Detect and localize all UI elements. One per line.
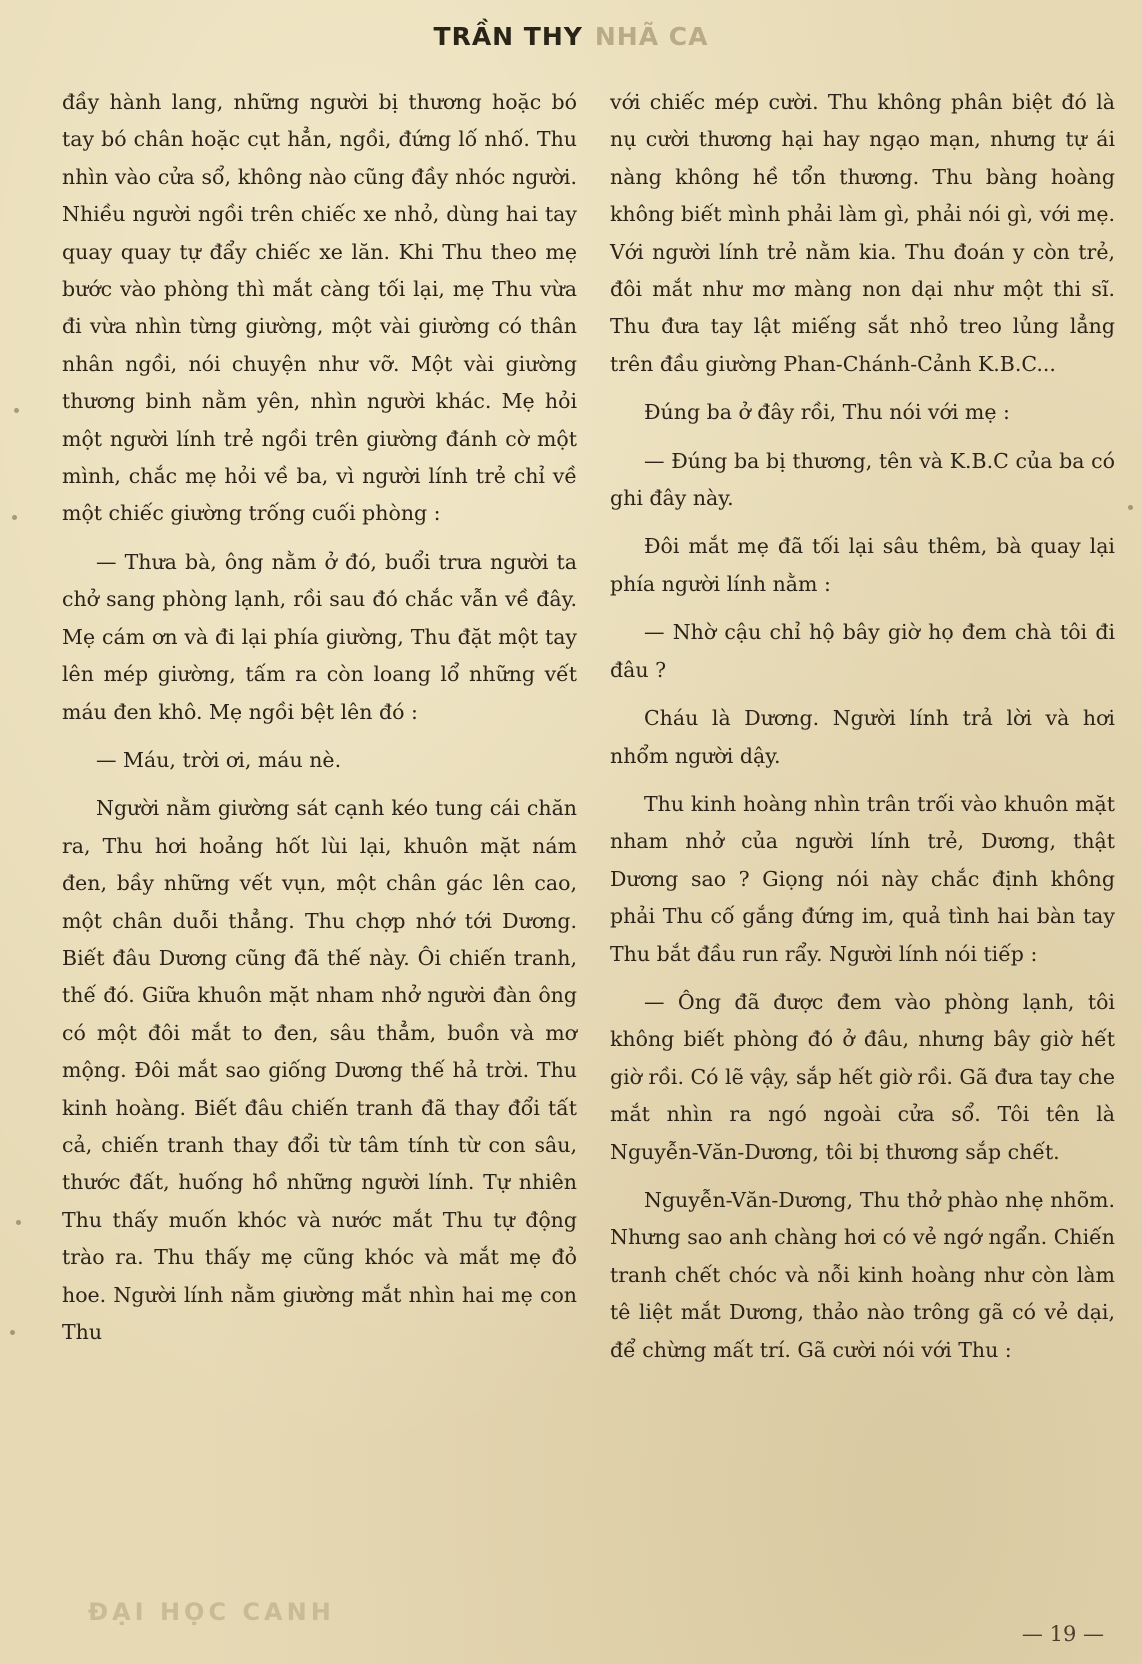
margin-speck bbox=[14, 408, 19, 413]
right-paragraph-6: Cháu là Dương. Người lính trả lời và hơi nhổm người dậy. bbox=[610, 706, 1115, 768]
page-number: — 19 — bbox=[1021, 1622, 1104, 1646]
left-paragraph-1: đầy hành lang, những người bị thương hoặc bó tay bó chân hoặc cụt hẳn, ngồi, đứng lố nhố. Thu nhìn vào cửa sổ, không nào cũng đầy nhóc người. Nhiều người ngồi trên chiếc xe nhỏ, dùng hai tay quay quay tự đẩy chiếc xe lăn. Khi Thu theo mẹ bước vào phòng thì mắt càng tối lại, mẹ Thu vừa đi vừa nhìn từng giường, một vài giường có thân nhân ngồi, nói chuyện như vỡ. Một vài giường thương binh nằm yên, nhìn người khác. Mẹ hỏi một người lính trẻ ngồi trên giường đánh cờ một mình, chắc mẹ hỏi về ba, vì người lính trẻ chỉ về một chiếc giường trống cuối phòng : bbox=[62, 90, 577, 526]
right-paragraph-7: Thu kinh hoàng nhìn trân trối vào khuôn mặt nham nhở của người lính trẻ, Dương, thật Dương sao ? Giọng nói này chắc định không phải Thu cố gắng đứng im, quả tình hai bàn tay Thu bắt đầu run rẩy. Người lính nói tiếp : bbox=[610, 791, 1115, 966]
right-paragraph-1: với chiếc mép cười. Thu không phân biệt đó là nụ cười thương hại hay ngạo mạn, nhưng tự ái nàng không hề tổn thương. Thu bàng hoàng không biết mình phải làm gì, phải nói gì, với mẹ. Với người lính trẻ nằm kia. Thu đoán y còn trẻ, đôi mắt như mơ màng non dại như một thi sĩ. Thu đưa tay lật miếng sắt nhỏ treo lủng lẳng trên đầu giường Phan-Chánh-Cảnh K.B.C... bbox=[610, 90, 1115, 376]
margin-speck bbox=[12, 515, 17, 520]
page-header bbox=[0, 22, 1142, 51]
right-paragraph-2: Đúng ba ở đây rồi, Thu nói với mẹ : bbox=[644, 400, 1010, 425]
left-paragraph-4: Người nằm giường sát cạnh kéo tung cái chăn ra, Thu hơi hoảng hốt lùi lại, khuôn mặt nám đen, bầy những vết vụn, một chân gác lên cao, một chân duỗi thẳng. Thu chợp nhớ tới Dương. Biết đâu Dương cũng đã thế này. Ôi chiến tranh, thế đó. Giữa khuôn mặt nham nhở người đàn ông có một đôi mắt to đen, sâu thẳm, buồn và mơ mộng. Đôi mắt sao giống Dương thế hả trời. Thu kinh hoàng. Biết đâu chiến tranh đã thay đổi tất cả, chiến tranh thay đổi từ tâm tính từ con sâu, thước đất, huống hồ những người lính. Tự nhiên Thu thấy muốn khóc và nước mắt Thu tự động trào ra. Thu thấy mẹ cũng khóc và mắt mẹ đỏ hoe. Người lính nằm giường mắt nhìn hai mẹ con Thu bbox=[62, 796, 577, 1344]
author-name-faded: NHÃ CA bbox=[594, 22, 709, 51]
right-paragraph-9: Nguyễn-Văn-Dương, Thu thở phào nhẹ nhõm. Nhưng sao anh chàng hơi có vẻ ngớ ngẩn. Chiến tranh chết chóc và nỗi kinh hoàng như còn làm tê liệt mắt Dương, thảo nào trông gã có vẻ dại, để chừng mất trí. Gã cười nói với Thu : bbox=[610, 1187, 1115, 1362]
margin-speck bbox=[1128, 505, 1133, 510]
footer-magazine-name: ĐẠI HỌC CANH bbox=[88, 1598, 335, 1626]
right-paragraph-3: — Đúng ba bị thương, tên và K.B.C của ba có ghi đây này. bbox=[610, 448, 1115, 511]
right-paragraph-8: — Ông đã được đem vào phòng lạnh, tôi không biết phòng đó ở đâu, nhưng bây giờ hết giờ rồi. Có lẽ vậy, sắp hết giờ rồi. Gã đưa tay che mắt nhìn ra ngó ngoài cửa sổ. Tôi tên là Nguyễn-Văn-Dương, tôi bị thương sắp chết. bbox=[610, 989, 1115, 1164]
left-column bbox=[62, 84, 577, 1362]
right-paragraph-5: — Nhờ cậu chỉ hộ bây giờ họ đem chà tôi đi đâu ? bbox=[610, 620, 1115, 682]
margin-speck bbox=[16, 1220, 21, 1225]
right-paragraph-4: Đôi mắt mẹ đã tối lại sâu thêm, bà quay lại phía người lính nằm : bbox=[610, 534, 1115, 596]
left-paragraph-2: — Thưa bà, ông nằm ở đó, buổi trưa người ta chở sang phòng lạnh, rồi sau đó chắc vẫn về đây. Mẹ cám ơn và đi lại phía giường, Thu đặt một tay lên mép giường, tấm ra còn loang lổ những vết máu đen khô. Mẹ ngồi bệt lên đó : bbox=[62, 549, 577, 724]
left-paragraph-3: — Máu, trời ơi, máu nè. bbox=[96, 747, 342, 772]
author-name: TRẦN THY bbox=[433, 22, 583, 51]
right-column bbox=[610, 84, 1115, 1380]
margin-speck bbox=[10, 1330, 15, 1335]
